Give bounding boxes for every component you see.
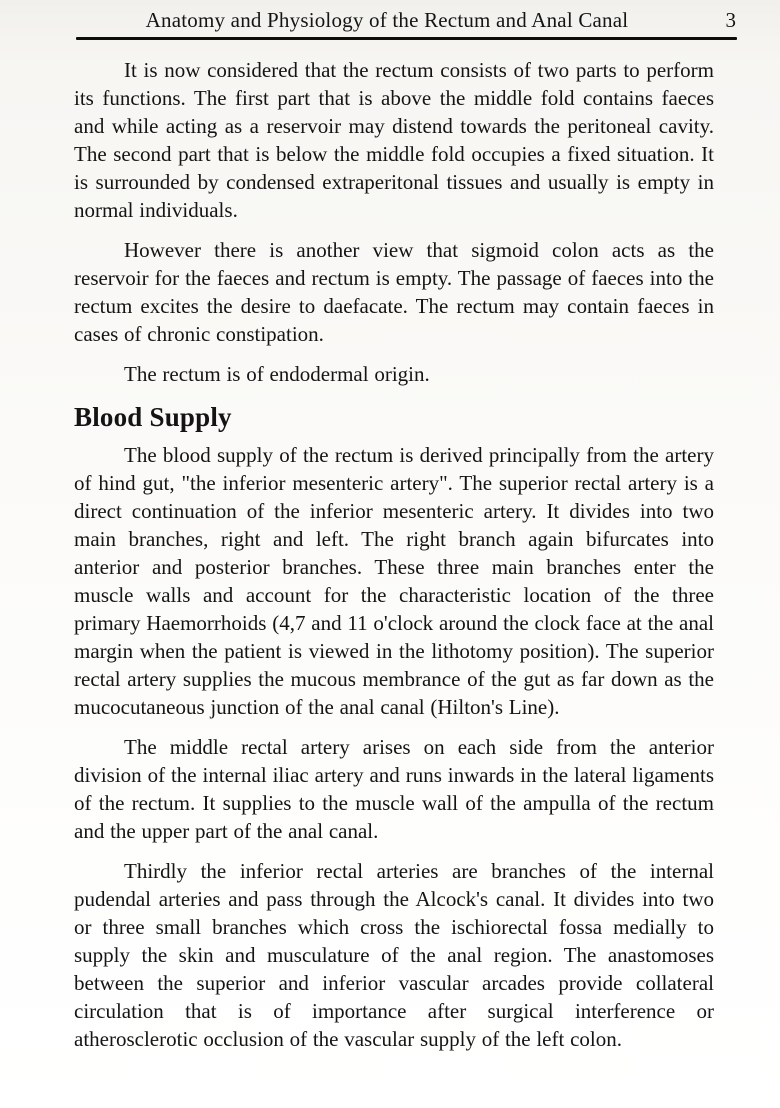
running-header <box>78 8 736 33</box>
page-body <box>74 56 714 1053</box>
paragraph-inferior-rectal-arteries: Thirdly the inferior rectal arteries are branches of the internal pudendal arteries and pass through the Alcock's canal. It divides into two or three small branches which cross the ischiorectal fossa medially to supply the skin and musculature of the anal region. The anastomoses between the superior and inferior vascular arcades provide collateral circulation that is of importance after surgical interference or atherosclerotic occlusion of the vascular supply of the left colon. <box>74 859 714 1051</box>
paragraph-sigmoid-reservoir-view: However there is another view that sigmoid colon acts as the reservoir for the faeces and rectum is empty. The passage of faeces into the rectum excites the desire to daefacate. The rectum may contain faeces in cases of chronic constipation. <box>74 238 714 346</box>
paragraph-rectum-two-parts: It is now considered that the rectum consists of two parts to perform its functions. The first part that is above the middle fold contains faeces and while acting as a reservoir may distend towards the peritoneal cavity. The second part that is below the middle fold occupies a fixed situation. It is surrounded by condensed extraperitonal tissues and usually is empty in normal individuals. <box>74 58 714 222</box>
paragraph-superior-rectal-artery: The blood supply of the rectum is derived principally from the artery of hind gut, "the inferior mesenteric artery". The superior rectal artery is a direct continuation of the inferior mesenteric artery. It divides into two main branches, right and left. The right branch again bifurcates into anterior and posterior branches. These three main branches enter the muscle walls and account for the characteristic location of the three primary Haemorrhoids (4,7 and 11 o'clock around the clock face at the anal margin when the patient is viewed in the lithotomy position). The superior rectal artery supplies the mucous membrance of the gut as far down as the mucocutaneous junction of the anal canal (Hilton's Line). <box>74 443 714 719</box>
section-heading-blood-supply: Blood Supply <box>74 402 232 432</box>
header-rule-divider <box>76 37 737 40</box>
paragraph-endodermal-origin: The rectum is of endodermal origin. <box>124 362 430 386</box>
paragraph-middle-rectal-artery: The middle rectal artery arises on each side from the anterior division of the internal iliac artery and runs inwards in the lateral ligaments of the rectum. It supplies to the muscle wall of the ampulla of the rectum and the upper part of the anal canal. <box>74 735 714 843</box>
running-header-title: Anatomy and Physiology of the Rectum and Anal Canal <box>145 8 629 32</box>
page-number: 3 <box>725 8 736 32</box>
